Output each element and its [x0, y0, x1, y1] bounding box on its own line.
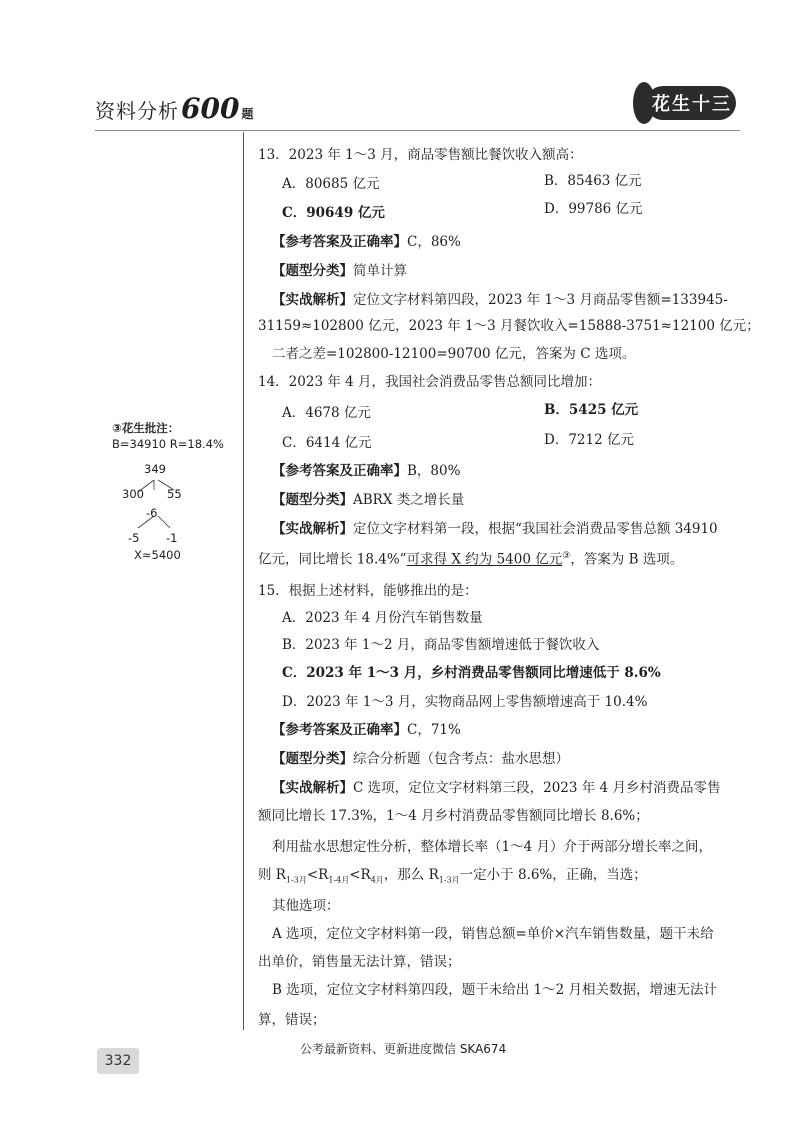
- q15-answer-value: C，71%: [407, 722, 461, 738]
- q13-option-c: C．90649 亿元: [282, 205, 385, 221]
- q14-answer-value: B，80%: [407, 463, 461, 479]
- q13-answer-value: C，86%: [407, 234, 461, 250]
- q15-option-b-analysis-line1: B 选项，定位文字材料第四段，题干未给出 1～2 月相关数据，增速无法计: [272, 982, 717, 998]
- q14-type: [272, 491, 464, 509]
- q14-type-value: ABRX 类之增长量: [353, 492, 465, 508]
- q14-analysis-post: ，答案为 B 选项。: [570, 551, 684, 568]
- q15-analysis-label: 【实战解析】: [272, 780, 353, 796]
- q13-option-d: D．99786 亿元: [544, 201, 643, 217]
- book-title-suffix: 题: [241, 107, 254, 121]
- q13-analysis-label: 【实战解析】: [272, 292, 353, 308]
- ineq-mid: ，那么 R: [383, 867, 439, 883]
- q15-option-d: D．2023 年 1～3 月，实物商品网上零售额增速高于 10.4%: [282, 694, 648, 710]
- q14-option-c: C．6414 亿元: [282, 435, 372, 451]
- q15-analysis-line1: [272, 779, 720, 797]
- book-title-cn: 资料分析: [95, 99, 179, 123]
- side-note-title: ③花生批注：: [112, 421, 180, 435]
- q14-question: 14．2023 年 4 月，我国社会消费品零售总额同比增加：: [258, 374, 601, 390]
- q15-option-a-analysis-line1: A 选项，定位文字材料第一段，销售总额=单价×汽车销售数量，题干未给: [272, 926, 714, 942]
- ineq-sub-1: 1-3月: [285, 875, 307, 885]
- q15-option-b-analysis-line2: 算，错误；: [258, 1012, 326, 1028]
- q15-inequality-line: [258, 866, 647, 890]
- ineq-sub-2: 1-4月: [328, 875, 350, 885]
- book-title-num: 600: [181, 92, 240, 125]
- q15-option-c: C．2023 年 1～3 月，乡村消费品零售额同比增速低于 8.6%: [282, 665, 661, 681]
- q13-type-label: 【题型分类】: [272, 263, 353, 279]
- q13-option-a: A．80685 亿元: [282, 176, 380, 192]
- q14-option-a: A．4678 亿元: [282, 405, 371, 421]
- ineq-sub-4: 1-3月: [438, 875, 460, 885]
- side-note-neg5: -5: [128, 531, 140, 545]
- side-note-neg6: -6: [146, 506, 158, 520]
- q15-answer: [272, 721, 461, 739]
- side-note-result: X≈5400: [134, 548, 181, 562]
- q15-others-heading: 其他选项：: [272, 898, 340, 914]
- margin-rule: [243, 132, 244, 1030]
- q14-analysis-line2: [258, 547, 683, 569]
- q15-question: 15．根据上述材料，能够推出的是：: [258, 583, 478, 599]
- q15-type-value: 综合分析题（包含考点：盐水思想）: [353, 751, 569, 767]
- ineq-sub-3: 4月: [370, 875, 384, 885]
- ineq-prefix: 则 R: [258, 867, 286, 883]
- q15-answer-label: 【参考答案及正确率】: [272, 722, 407, 738]
- side-note-300: 300: [122, 487, 144, 501]
- q13-analysis-line2: 31159≈102800 亿元，2023 年 1～3 月餐饮收入=15888-3751≈12100 亿元；: [258, 318, 760, 334]
- logo-text: 花生十三: [652, 94, 732, 115]
- q14-answer-label: 【参考答案及正确率】: [272, 463, 407, 479]
- q15-option-a: A．2023 年 4 月份汽车销售数量: [282, 610, 483, 626]
- side-note-55: 55: [167, 487, 182, 501]
- q13-type-value: 简单计算: [353, 263, 407, 279]
- side-note-tree-lines: [110, 470, 210, 540]
- q14-option-b: B．5425 亿元: [544, 402, 639, 418]
- q15-type-label: 【题型分类】: [272, 751, 353, 767]
- q15-type: [272, 750, 569, 768]
- q14-analysis-line1: [272, 520, 718, 538]
- q13-type: [272, 262, 407, 280]
- q15-option-b: B．2023 年 1～2 月，商品零售额增速低于餐饮收入: [282, 637, 600, 653]
- brand-logo: [628, 80, 738, 126]
- q13-question: 13．2023 年 1～3 月，商品零售额比餐饮收入额高：: [258, 147, 583, 163]
- page-number: 332: [97, 1048, 139, 1074]
- q13-analysis-text1: 定位文字材料第四段，2023 年 1～3 月商品零售额=133945-: [353, 292, 728, 308]
- q15-analysis-line2: 额同比增长 17.3%，1～4 月乡村消费品零售额同比增长 8.6%；: [258, 808, 649, 824]
- q13-answer: [272, 233, 461, 251]
- q15-analysis-line3: 利用盐水思想定性分析，整体增长率（1～4 月）介于两部分增长率之间，: [272, 839, 712, 855]
- q14-analysis-label: 【实战解析】: [272, 521, 353, 537]
- side-note-neg1: -1: [166, 531, 178, 545]
- q14-note-ref: ③: [562, 551, 571, 561]
- q13-analysis-line3: 二者之差=102800-12100=90700 亿元，答案为 C 选项。: [272, 346, 636, 362]
- ineq-lt-2: <R: [349, 867, 371, 883]
- ineq-lt-1: <R: [306, 867, 329, 883]
- q13-answer-label: 【参考答案及正确率】: [272, 234, 407, 250]
- q14-analysis-text1: 定位文字材料第一段，根据“我国社会消费品零售总额 34910: [353, 521, 718, 537]
- footer-text: 公考最新资料、更新进度微信 SKA674: [300, 1042, 507, 1056]
- q15-analysis-text1: C 选项，定位文字材料第三段，2023 年 4 月乡村消费品零售: [353, 780, 721, 796]
- header-rule: [95, 130, 740, 131]
- q14-answer: [272, 462, 460, 480]
- book-title: [95, 92, 253, 125]
- side-note-given: B=34910 R=18.4%: [112, 437, 224, 451]
- q14-analysis-underlined: 可求得 X 约为 5400 亿元: [406, 551, 563, 568]
- q13-option-b: B．85463 亿元: [544, 173, 642, 189]
- q14-analysis-pre: 亿元，同比增长 18.4%”: [258, 551, 407, 568]
- q15-option-a-analysis-line2: 出单价，销售量无法计算，错误；: [258, 954, 461, 970]
- q14-type-label: 【题型分类】: [272, 492, 353, 508]
- side-note-349: 349: [144, 462, 166, 476]
- q14-option-d: D．7212 亿元: [544, 432, 634, 448]
- ineq-suffix: 一定小于 8.6%，正确，当选；: [459, 867, 647, 883]
- q13-analysis-line1: [272, 291, 728, 309]
